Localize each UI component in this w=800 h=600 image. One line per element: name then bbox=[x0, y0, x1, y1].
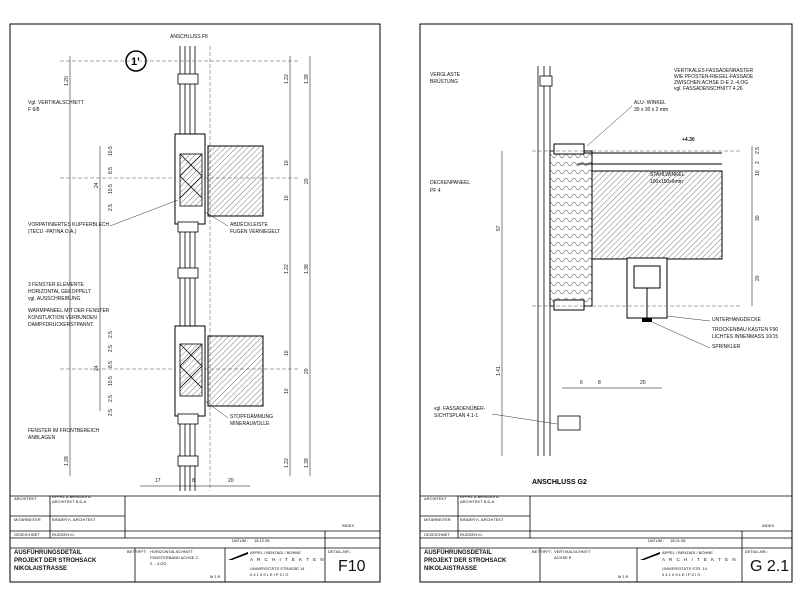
svg-text:BRÜSTUNG: BRÜSTUNG bbox=[430, 79, 459, 85]
svg-text:10: 10 bbox=[284, 388, 290, 394]
svg-text:6: 6 bbox=[580, 380, 583, 386]
svg-text:30 x 30 x 2 mm: 30 x 30 x 2 mm bbox=[634, 107, 669, 113]
svg-text:1.22: 1.22 bbox=[284, 264, 290, 274]
svg-text:3 FENSTER ELEMENTE: 3 FENSTER ELEMENTE bbox=[28, 282, 84, 288]
svg-text:VORPATINIERTES KUPFERBLECH: VORPATINIERTES KUPFERBLECH bbox=[28, 222, 110, 228]
svg-text:24: 24 bbox=[94, 182, 100, 188]
svg-text:2.5: 2.5 bbox=[108, 204, 114, 211]
svg-text:+4.30: +4.30 bbox=[682, 137, 695, 143]
svg-text:20: 20 bbox=[228, 478, 234, 484]
detail-number: F10 bbox=[338, 558, 366, 575]
svg-text:FUGEN VERNIEGELT: FUGEN VERNIEGELT bbox=[230, 229, 281, 235]
svg-text:HORIZONTAL GEKOPPELT: HORIZONTAL GEKOPPELT bbox=[28, 289, 91, 295]
svg-text:1.38: 1.38 bbox=[304, 74, 310, 84]
svg-text:VERGLASTE: VERGLASTE bbox=[430, 72, 461, 78]
svg-text:ANBLAGEN: ANBLAGEN bbox=[28, 435, 56, 441]
sheet-header: ANSCHLUSS F8 bbox=[170, 34, 208, 40]
svg-text:vgl. FASSADENÜBER-: vgl. FASSADENÜBER- bbox=[434, 406, 486, 412]
svg-text:(TECU -PATINA O.A.): (TECU -PATINA O.A.) bbox=[28, 229, 77, 235]
svg-text:DECKENPANEEL: DECKENPANEEL bbox=[430, 180, 471, 186]
svg-text:1.41: 1.41 bbox=[496, 366, 502, 376]
svg-text:vgl. FASSADENSCHNITT 4.26: vgl. FASSADENSCHNITT 4.26 bbox=[674, 86, 743, 92]
svg-text:DAMPFDRUCKERSTPANNT.: DAMPFDRUCKERSTPANNT. bbox=[28, 322, 95, 328]
ceiling-panel-insulation bbox=[550, 151, 592, 306]
svg-text:ALU- WINKEL: ALU- WINKEL bbox=[634, 100, 666, 106]
project-title: AUSFÜHRUNGSDETAIL bbox=[424, 550, 492, 556]
svg-text:1.22: 1.22 bbox=[284, 74, 290, 84]
svg-text:TROCKENBAU KASTEN F90: TROCKENBAU KASTEN F90 bbox=[712, 327, 779, 333]
svg-text:KONSTUKTION VERBUNDEN: KONSTUKTION VERBUNDEN bbox=[28, 315, 97, 321]
section-title: ANSCHLUSS G2 bbox=[532, 479, 587, 486]
svg-text:ZWISCHEN ACHSE D-E 2.-4.OG: ZWISCHEN ACHSE D-E 2.-4.OG bbox=[674, 80, 749, 86]
svg-text:PF 4: PF 4 bbox=[430, 188, 441, 194]
svg-text:30: 30 bbox=[755, 215, 761, 221]
svg-text:vgl. AUSSCHREIBUNG: vgl. AUSSCHREIBUNG bbox=[28, 296, 81, 302]
svg-text:2.5: 2.5 bbox=[108, 409, 114, 416]
drawing-sheet-right: 57 1.41 2.5 2 10 30 20 6 8 20 VERGLASTE BRÜSTUNG VERTIKALES FASSADENRASTER WIE PFOSTEN-RIEGEL-FASSADE ZWISCHEN ACHSE D-E 2.-4.OG vgl. FASSADENSCHNITT 4.26 ALU- WINKEL 30 x 30 x 2 mm +4.30 STAHLWINKEL 100x150x9mm DECKENPANEEL PF 4 UNTERHANGDECKE TROCKENBAU KASTEN F90 LICHTES INNENMASS 10/15 SPRINKLER vgl. FASSADENÜBER- SICHTSPLAN 4.1-1 ANSCHLUSS G2 ARCHITEKT APPEL & BEHZADI A ARCHITEKT B.D.A MITARBEITER BINDER K. ARCHITEKT GEZEICHNET RUDDEN Kr DATUM : 18.01.96 INDEX AUSFÜHRUNGSDETAIL PROJEKT DER STROHSACK NIKOLAISTRASSE BETRIFFT: VERTIKALSCHNITT ACHSE E M 1:5 APPEL / BEHZADI / BOHNE A R C H I T E K T E N UNIVERSITÄTS STR. 14 0 4 1 0 9 L E I P Z I G DETAIL-NR.: G 2.1 bbox=[412, 16, 800, 590]
svg-text:1.38: 1.38 bbox=[304, 458, 310, 468]
detail-number: G 2.1 bbox=[750, 558, 790, 575]
svg-text:10.5: 10.5 bbox=[108, 146, 114, 156]
project-title: AUSFÜHRUNGSDETAIL bbox=[14, 550, 82, 556]
svg-text:Vgl. VERTIKALSCHNITT: Vgl. VERTIKALSCHNITT bbox=[28, 100, 84, 106]
annotations-right bbox=[430, 68, 778, 486]
detail-marker-label: 1' bbox=[131, 56, 140, 68]
svg-text:8.5: 8.5 bbox=[108, 167, 114, 174]
svg-text:1.22: 1.22 bbox=[284, 458, 290, 468]
svg-text:2.5: 2.5 bbox=[755, 147, 761, 154]
svg-text:20: 20 bbox=[640, 380, 646, 386]
svg-text:10: 10 bbox=[284, 195, 290, 201]
svg-text:1.28: 1.28 bbox=[64, 456, 70, 466]
dimensions-bottom bbox=[580, 380, 646, 386]
dimensions-left bbox=[496, 225, 502, 376]
svg-text:1.38: 1.38 bbox=[304, 264, 310, 274]
svg-text:WIE PFOSTEN-RIEGEL-FASSADE: WIE PFOSTEN-RIEGEL-FASSADE bbox=[674, 74, 754, 80]
svg-text:100x150x9mm: 100x150x9mm bbox=[650, 179, 683, 185]
svg-text:MINERALWOLLE: MINERALWOLLE bbox=[230, 421, 270, 427]
drawing-sheet-left: ANSCHLUSS F8 1' 1.20 10.5 8.5 10.5 2.5 24 2.5 2.5 8.5 10.5 2.5 24 2.5 1.28 1.22 1.38 10 20 10 1.22 1.38 10 20 10 1.22 1.38 17 8 20 Vgl. VERTIKALSCHNITT F 6/8 VORPATINIERTES KUPFERBLECH (TECU -PATINA O.A.) ABDECKLEISTE FUGEN VERNIEGELT 3 FENSTER ELEMENTE HORIZONTAL GEKOPPELT vgl. AUSSCHREIBUNG WARMPANEEL MIT DER FENSTER KONSTUKTION VERBUNDEN DAMPFDRUCKERSTPANNT. STOPFDÄMMUNG MINERALWOLLE FENSTER IM FRONTBEREICH ANBLAGEN ARCHITEKT APPEL & BEHZADI A ARCHITEKT B.D.A MITARBEITER BINDER K. ARCHITEKT GEZEICHNET RUDDEN Kr DATUM : 18.12.95 INDEX AUSFÜHRUNGSDETAIL PROJEKT DER STROHSACK NIKOLAISTRASSE BETRIFFT: HORIZONTALSCHNITT FENSTERBAND ACHSE C 2. - 4.OG M 1:5 APPEL / BEHZADI / BOHNE A R C H I T E K T E N UNIVERSITÄTS STRASSE 14 0 4 1 0 9 L E I P Z I G DETAIL-NR.: F10 bbox=[0, 16, 386, 590]
window-profile-lower bbox=[175, 326, 263, 416]
svg-text:2: 2 bbox=[755, 161, 761, 164]
dimensions-right bbox=[284, 74, 310, 468]
svg-text:1.20: 1.20 bbox=[64, 76, 70, 86]
svg-text:57: 57 bbox=[496, 225, 502, 231]
svg-text:20: 20 bbox=[304, 368, 310, 374]
svg-text:2.5: 2.5 bbox=[108, 345, 114, 352]
svg-text:F 6/8: F 6/8 bbox=[28, 107, 40, 113]
dimensions-right bbox=[755, 147, 761, 281]
floor-slab bbox=[577, 153, 722, 259]
svg-text:WARMPANEEL MIT DER FENSTER: WARMPANEEL MIT DER FENSTER bbox=[28, 308, 110, 314]
svg-text:24: 24 bbox=[94, 365, 100, 371]
svg-text:10: 10 bbox=[284, 160, 290, 166]
svg-text:STOPFDÄMMUNG: STOPFDÄMMUNG bbox=[230, 414, 273, 420]
svg-text:8: 8 bbox=[598, 380, 601, 386]
svg-text:8: 8 bbox=[192, 478, 195, 484]
svg-text:STAHLWINKEL: STAHLWINKEL bbox=[650, 172, 685, 178]
svg-text:SICHTSPLAN 4.1-1: SICHTSPLAN 4.1-1 bbox=[434, 413, 479, 419]
svg-text:10.5: 10.5 bbox=[108, 184, 114, 194]
svg-text:20: 20 bbox=[755, 275, 761, 281]
svg-text:ABDECKLEISTE: ABDECKLEISTE bbox=[230, 222, 268, 228]
sprinkler-head bbox=[642, 318, 652, 322]
svg-text:10.5: 10.5 bbox=[108, 376, 114, 386]
window-profile-upper bbox=[175, 134, 263, 224]
svg-text:8.5: 8.5 bbox=[108, 361, 114, 368]
svg-text:10: 10 bbox=[284, 350, 290, 356]
svg-text:2.5: 2.5 bbox=[108, 331, 114, 338]
svg-text:17: 17 bbox=[155, 478, 161, 484]
svg-text:2.5: 2.5 bbox=[108, 395, 114, 402]
office-logo bbox=[640, 552, 660, 560]
svg-text:VERTIKALES FASSADENRASTER: VERTIKALES FASSADENRASTER bbox=[674, 68, 754, 74]
dimensions-bottom bbox=[155, 478, 234, 484]
dimensions-left bbox=[64, 76, 114, 466]
svg-text:10: 10 bbox=[755, 170, 761, 176]
svg-text:UNTERHANGDECKE: UNTERHANGDECKE bbox=[712, 317, 761, 323]
office-logo bbox=[228, 552, 248, 560]
svg-text:FENSTER IM FRONTBEREICH: FENSTER IM FRONTBEREICH bbox=[28, 428, 100, 434]
svg-text:SPRINKLER: SPRINKLER bbox=[712, 344, 741, 350]
svg-text:LICHTES INNENMASS 10/15: LICHTES INNENMASS 10/15 bbox=[712, 334, 779, 340]
svg-text:20: 20 bbox=[304, 178, 310, 184]
